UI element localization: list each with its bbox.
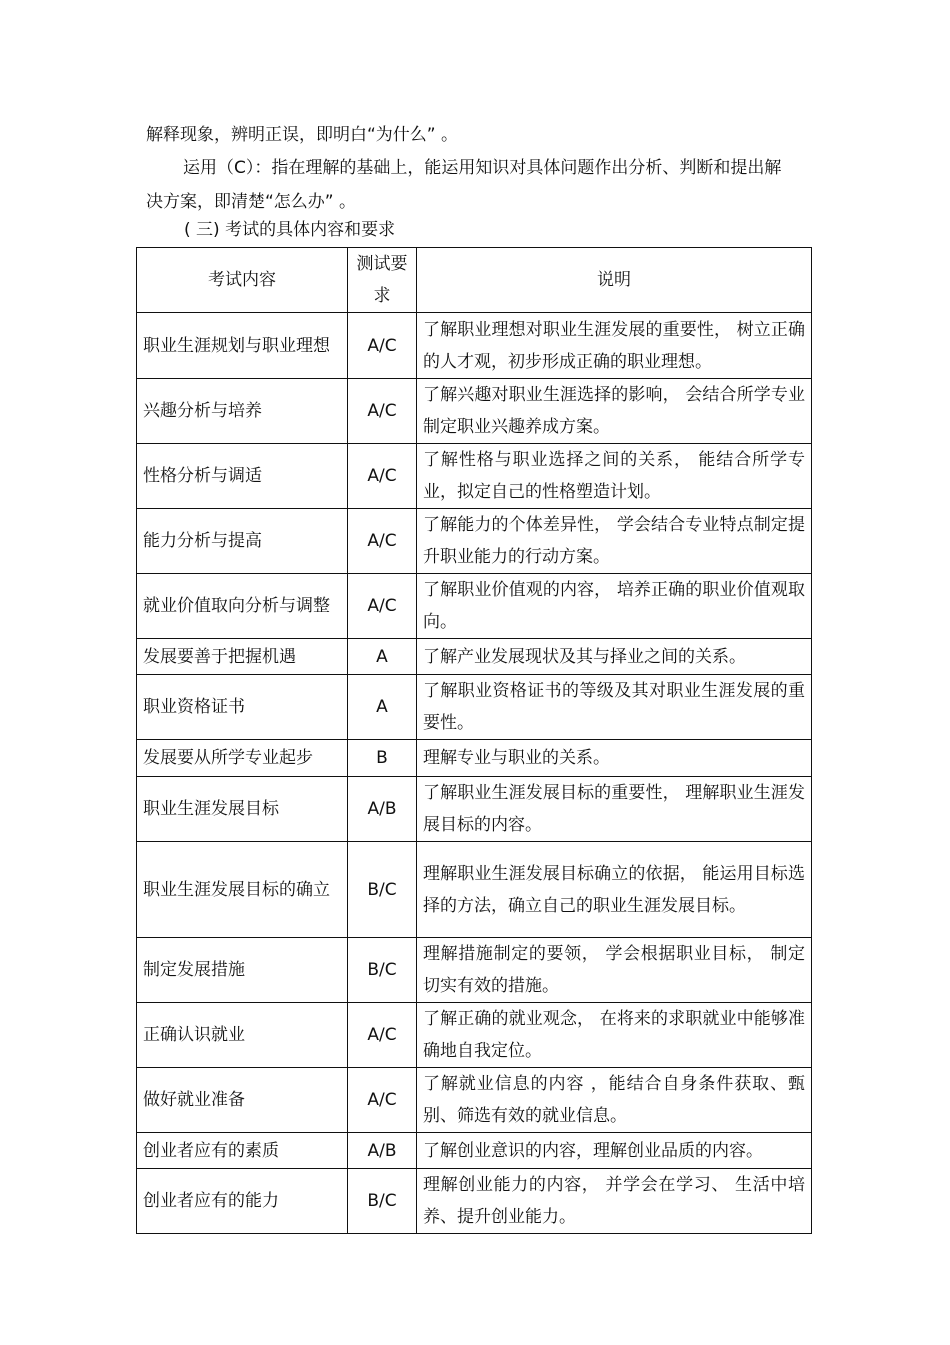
- cell-requirement: A/C: [348, 444, 417, 509]
- table-row: [137, 777, 812, 842]
- cell-description: 了解职业价值观的内容， 培养正确的职业价值观取向。: [417, 574, 812, 639]
- exam-requirements-table: [136, 247, 812, 1234]
- paragraph-apply: 运用（C）：指在理解的基础上，能运用知识对具体问题作出分析、判断和提出解决方案，即清楚“怎么办” 。: [146, 158, 782, 212]
- cell-content: 发展要从所学专业起步: [137, 740, 348, 777]
- cell-description: 了解能力的个体差异性， 学会结合专业特点制定提升职业能力的行动方案。: [417, 509, 812, 574]
- table-row: [137, 1169, 812, 1234]
- cell-requirement: B/C: [348, 1169, 417, 1234]
- cell-content: 职业生涯发展目标的确立: [137, 842, 348, 938]
- cell-description: 了解产业发展现状及其与择业之间的关系。: [417, 639, 812, 675]
- header-test-requirement: 测试要求: [348, 248, 417, 313]
- table-row: [137, 938, 812, 1003]
- table-row: [137, 574, 812, 639]
- cell-content: 兴趣分析与培养: [137, 379, 348, 444]
- cell-content: 制定发展措施: [137, 938, 348, 1003]
- cell-requirement: A/C: [348, 509, 417, 574]
- cell-requirement: B: [348, 740, 417, 777]
- cell-requirement: B/C: [348, 938, 417, 1003]
- cell-requirement: A/C: [348, 1003, 417, 1068]
- cell-description: 了解职业理想对职业生涯发展的重要性， 树立正确的人才观，初步形成正确的职业理想。: [417, 313, 812, 379]
- table-row: [137, 675, 812, 740]
- table-row: [137, 1068, 812, 1133]
- cell-description: 了解正确的就业观念， 在将来的求职就业中能够准确地自我定位。: [417, 1003, 812, 1068]
- header-exam-content: 考试内容: [137, 248, 348, 313]
- table-row: [137, 313, 812, 379]
- cell-content: 做好就业准备: [137, 1068, 348, 1133]
- cell-requirement: A/B: [348, 777, 417, 842]
- paragraph-explain: 解释现象，辨明正误，即明白“为什么” 。: [146, 125, 459, 145]
- cell-requirement: A/C: [348, 574, 417, 639]
- cell-requirement: A/C: [348, 1068, 417, 1133]
- header-description: 说明: [417, 248, 812, 313]
- table-row: [137, 639, 812, 675]
- cell-requirement: A/C: [348, 313, 417, 379]
- cell-content: 正确认识就业: [137, 1003, 348, 1068]
- cell-description: 了解性格与职业选择之间的关系， 能结合所学专业，拟定自己的性格塑造计划。: [417, 444, 812, 509]
- cell-description: 理解职业生涯发展目标确立的依据， 能运用目标选择的方法，确立自己的职业生涯发展目标。: [417, 842, 812, 938]
- table-row: [137, 740, 812, 777]
- table-row: [137, 379, 812, 444]
- cell-description: 理解措施制定的要领， 学会根据职业目标， 制定切实有效的措施。: [417, 938, 812, 1003]
- cell-content: 职业生涯发展目标: [137, 777, 348, 842]
- cell-description: 了解职业生涯发展目标的重要性， 理解职业生涯发展目标的内容。: [417, 777, 812, 842]
- cell-content: 性格分析与调适: [137, 444, 348, 509]
- cell-content: 发展要善于把握机遇: [137, 639, 348, 675]
- cell-requirement: A/C: [348, 379, 417, 444]
- cell-requirement: A: [348, 675, 417, 740]
- cell-description: 了解职业资格证书的等级及其对职业生涯发展的重要性。: [417, 675, 812, 740]
- table-row: [137, 1003, 812, 1068]
- cell-content: 创业者应有的能力: [137, 1169, 348, 1234]
- cell-content: 能力分析与提高: [137, 509, 348, 574]
- cell-content: 创业者应有的素质: [137, 1133, 348, 1169]
- cell-requirement: B/C: [348, 842, 417, 938]
- cell-description: 理解创业能力的内容， 并学会在学习、 生活中培养、提升创业能力。: [417, 1169, 812, 1234]
- table-row: [137, 444, 812, 509]
- cell-content: 职业资格证书: [137, 675, 348, 740]
- cell-description: 理解专业与职业的关系。: [417, 740, 812, 777]
- cell-content: 职业生涯规划与职业理想: [137, 313, 348, 379]
- table-row: [137, 842, 812, 938]
- table-row: [137, 509, 812, 574]
- cell-description: 了解就业信息的内容 ，能结合自身条件获取、甄别、筛选有效的就业信息。: [417, 1068, 812, 1133]
- table-header-row: [137, 248, 812, 313]
- cell-requirement: A/B: [348, 1133, 417, 1169]
- cell-description: 了解兴趣对职业生涯选择的影响， 会结合所学专业制定职业兴趣养成方案。: [417, 379, 812, 444]
- cell-requirement: A: [348, 639, 417, 675]
- cell-description: 了解创业意识的内容，理解创业品质的内容。: [417, 1133, 812, 1169]
- cell-content: 就业价值取向分析与调整: [137, 574, 348, 639]
- section-heading: ( 三) 考试的具体内容和要求: [184, 220, 396, 240]
- table-row: [137, 1133, 812, 1169]
